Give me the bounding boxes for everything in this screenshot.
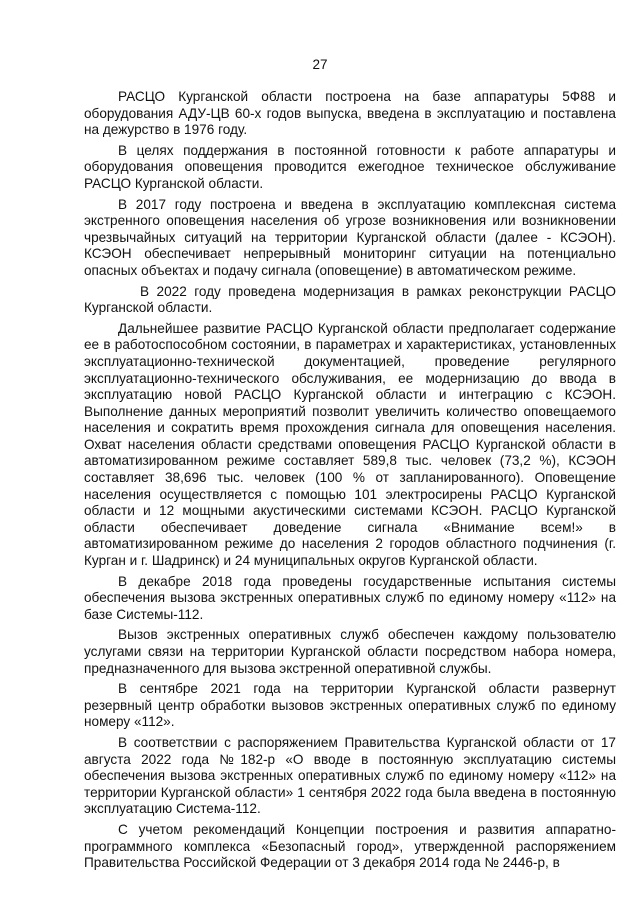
- paragraph: В соответствии с распоряжением Правительства Курганской области от 17 августа 2022 года №182-р «О вводе в постоянную эксплуатацию системы обеспечения вызова экстренных оперативных служб по единому номеру «112» на территории Курганской области» 1 сентября 2022 года была введена в постоянную эксплуатацию Система-112.: [84, 734, 616, 817]
- paragraph: Дальнейшее развитие РАСЦО Курганской области предполагает содержание ее в работоспособном состоянии, в параметрах и характеристиках, установленных эксплуатационно-технической документацией, проведение регулярного эксплуатационно-технического обслуживания, ее модернизацию до ввода в эксплуатацию новой РАСЦО Курганской области и интеграцию с КСЭОН. Выполнение данных мероприятий позволит увеличить количество оповещаемого населения и сократить время прохождения сигнала для оповещения населения. Охват населения области средствами оповещения РАСЦО Курганской области в автоматизированном режиме составляет 589,8 тыс. человек (73,2 %), КСЭОН составляет 38,696 тыс. человек (100 % от запланированного). Оповещение населения осуществляется с помощью 101 электросирены РАСЦО Курганской области и 12 мощными акустическими системами КСЭОН. РАСЦО Курганской области обеспечивает доведение сигнала «Внимание всем!» в автоматизированном режиме до населения 2 городов областного подчинения (г. Курган и г. Шадринск) и 24 муниципальных округов Курганской области.: [84, 320, 616, 569]
- paragraph: В декабре 2018 года проведены государственные испытания системы обеспечения вызова экстренных оперативных служб по единому номеру «112» на базе Системы-112.: [84, 573, 616, 622]
- paragraph: В целях поддержания в постоянной готовности к работе аппаратуры и оборудования оповещения проводится ежегодное техническое обслуживание РАСЦО Курганской области.: [84, 142, 616, 191]
- page-number: 27: [312, 57, 328, 72]
- paragraph: В 2022 году проведена модернизация в рамках реконструкции РАСЦО Курганской области.: [84, 283, 616, 316]
- paragraph: С учетом рекомендаций Концепции построения и развития аппаратно-программного комплекса «Безопасный город», утвержденной распоряжением Правительства Российской Федерации от 3 декабря 2014 года № 2446-р, в: [84, 821, 616, 871]
- paragraph: РАСЦО Курганской области построена на базе аппаратуры 5Ф88 и оборудования АДУ-ЦВ 60-х годов выпуска, введена в эксплуатацию и поставлена на дежурство в 1976 году.: [84, 89, 616, 138]
- document-body: [84, 89, 616, 872]
- paragraph: В 2017 году построена и введена в эксплуатацию комплексная система экстренного оповещения населения об угрозе возникновения или возникновении чрезвычайных ситуаций на территории Курганской области (далее - КСЭОН). КСЭОН обеспечивает непрерывный мониторинг ситуации на потенциально опасных объектах и подачу сигнала (оповещение) в автоматическом режиме.: [84, 196, 616, 278]
- paragraph: В сентябре 2021 года на территории Курганской области развернут резервный центр обработки вызовов экстренных оперативных служб по единому номеру «112».: [84, 681, 616, 730]
- paragraph: Вызов экстренных оперативных служб обеспечен каждому пользователю услугами связи на территории Курганской области посредством набора номера, предназначенного для вызова экстренной оперативной службы.: [84, 627, 616, 676]
